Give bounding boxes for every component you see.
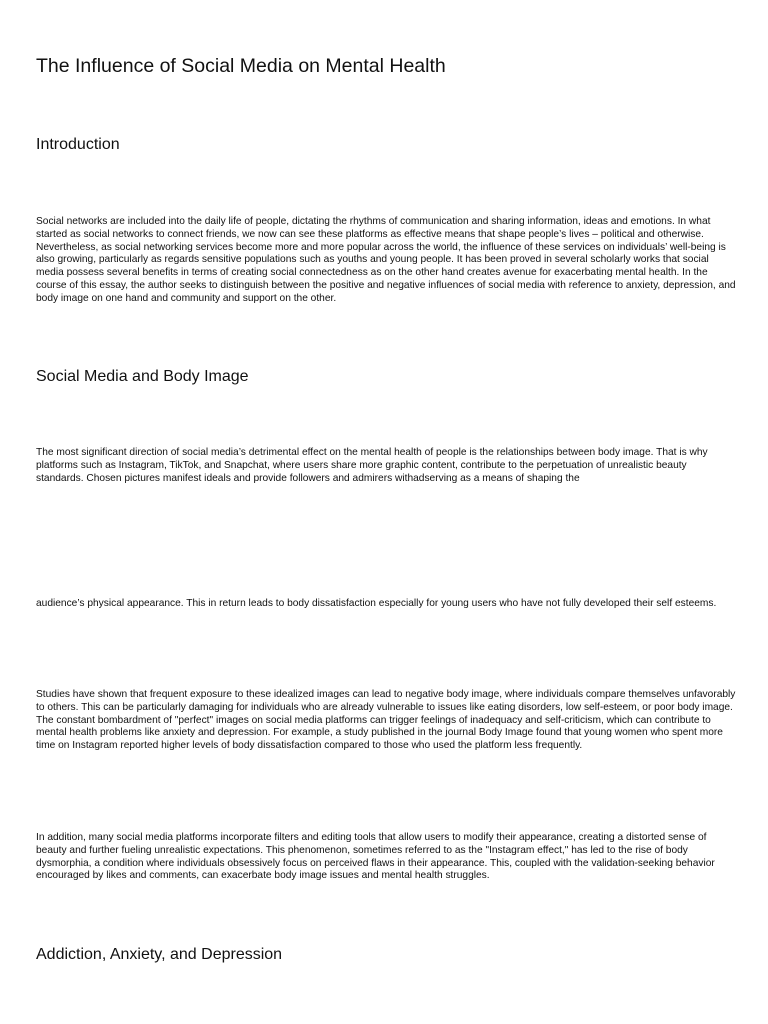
- paragraph-body-image-3: In addition, many social media platforms incorporate filters and editing tools that allow users to modify their appearance, creating a distorted sense of beauty and further fueling unrealistic expectations. This phenomenon, sometimes referred to as the "Instagram effect," has led to the rise of body dysmorphia, a condition where individuals obsessively focus on perceived flaws in their appearance. This, coupled with the validation-seeking behavior encouraged by likes and comments, can exacerbate body image issues and mental health struggles.: [36, 832, 715, 882]
- paragraph-body-image-2: Studies have shown that frequent exposure to these idealized images can lead to negative body image, where individuals compare themselves unfavorably to others. This can be particularly damaging for individuals who are already vulnerable to issues like eating disorders, low self-esteem, or poor body image. The constant bombardment of "perfect" images on social media platforms can trigger feelings of inadequacy and self-criticism, which can contribute to mental health problems like anxiety and depression. For example, a study published in the journal Body Image found that young women who spent more time on Instagram reported higher levels of body dissatisfaction compared to those who used the platform less frequently.: [36, 689, 736, 752]
- heading-body-image: Social Media and Body Image: [36, 368, 249, 385]
- paragraph-body-image-1a: The most significant direction of social media’s detrimental effect on the mental health of people is the relationships between body image. That is why platforms such as Instagram, TikTok, and Snapchat, where users share more graphic content, contribute to the perpetuation of unrealistic beauty standards. Chosen pictures manifest ideals and provide followers and admirers withadserving as a means of shaping the: [36, 447, 708, 484]
- paragraph-introduction: Social networks are included into the daily life of people, dictating the rhythms of communication and sharing information, ideas and emotions. In what started as social networks to connect friends, we now can see these platforms as effective means that shape people’s lives – political and otherwise. Nevertheless, as social networking services become more and more popular across the world, the influence of these services on individuals’ well-being is also growing, particularly as regards sensitive populations such as youths and young people. It has been proved in several scholarly works that social media possess several benefits in terms of creating social connectedness as on the other hand creates avenue for exacerbating mental health. In the course of this essay, the author seeks to distinguish between the positive and negative influences of social media with reference to anxiety, depression, and body image on one hand and community and support on the other.: [36, 216, 736, 304]
- heading-addiction: Addiction, Anxiety, and Depression: [36, 946, 283, 963]
- document-title: The Influence of Social Media on Mental Health: [36, 55, 446, 77]
- heading-introduction: Introduction: [36, 136, 120, 153]
- paragraph-body-image-1b: audience’s physical appearance. This in return leads to body dissatisfaction especially for young users who have not fully developed their self esteems.: [36, 598, 717, 609]
